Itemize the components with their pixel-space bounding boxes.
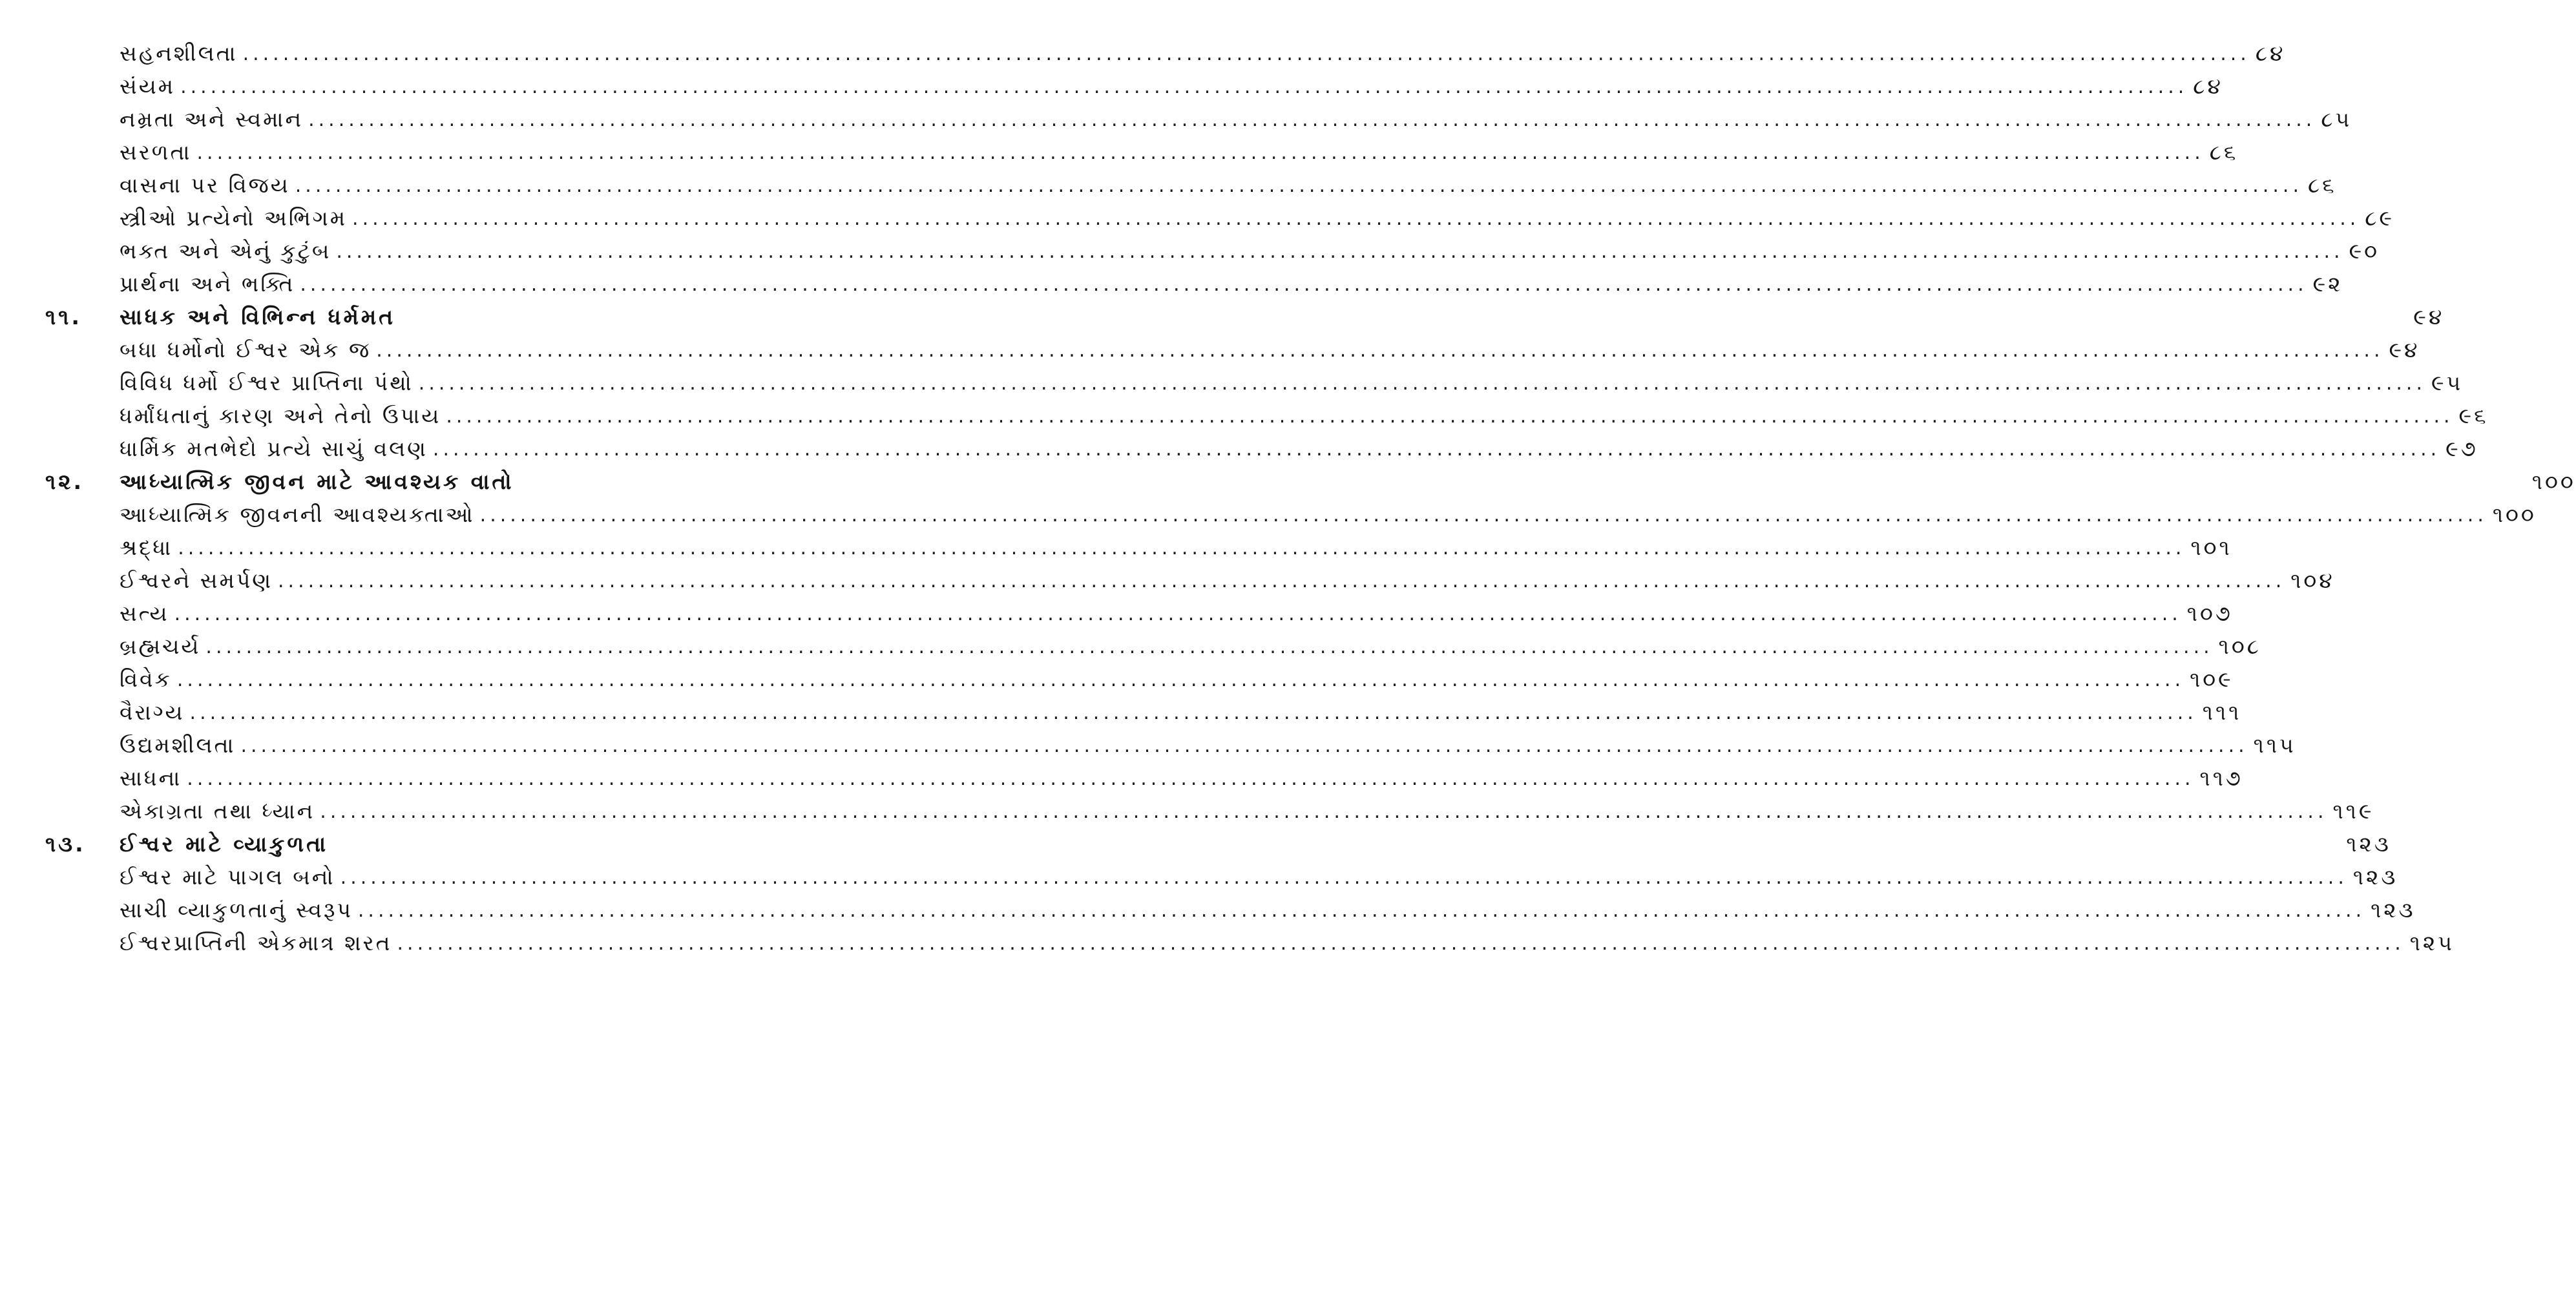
page-number: ૯૪ (2389, 337, 2420, 362)
entry-title: સરળતા (120, 140, 192, 165)
entry-title: આધ્યાત્મિક જીવનની આવશ્યક્તાઓ (120, 502, 475, 527)
dot-leader (333, 833, 2341, 856)
dot-leader: ........................................................................................................................................................................................................ (300, 273, 2308, 296)
dot-leader: ........................................................................................................................................................................................................ (336, 240, 2344, 263)
dot-leader: ........................................................................................................................................................................................................ (242, 42, 2250, 65)
page-number: ૧૨૫ (2409, 930, 2455, 955)
entry-title: સહનશીલતા (120, 41, 238, 66)
page-number: ૮૬ (2308, 172, 2337, 198)
dot-leader: ........................................................................................................................................................................................................ (240, 734, 2248, 757)
page-number: ૯૭ (2445, 436, 2478, 461)
page-number: ૧૦૯ (2190, 667, 2234, 692)
chapter-title: આધ્યાત્મિક જીવન માટે આવશ્યક વાતો (120, 469, 514, 494)
dot-leader: ........................................................................................................................................................................................................ (340, 866, 2348, 889)
page-number: ૧૦૭ (2186, 601, 2233, 626)
page-number: ૧૧૯ (2332, 798, 2374, 824)
page-number: ૧૦૪ (2290, 568, 2335, 593)
entry-title: વૈરાગ્ય (120, 700, 185, 725)
dot-leader: ........................................................................................................................................................................................................ (352, 207, 2360, 230)
entry-title: ઈશ્વરને સમર્પણ (120, 568, 273, 593)
page-number: ૧૦૦ (2531, 469, 2576, 494)
entry-title: વાસના પર વિજય (120, 172, 290, 198)
dot-leader: ........................................................................................................................................................................................................ (205, 635, 2214, 658)
entry-title: ઉદ્યમશીલતા (120, 733, 236, 758)
dot-leader: ........................................................................................................................................................................................................ (397, 932, 2405, 955)
page-number: ૧૦૧ (2190, 535, 2232, 560)
page-number: ૧૦૮ (2218, 634, 2261, 659)
page-number: ૯૦ (2349, 238, 2380, 264)
page-number: ૧૧૧ (2202, 700, 2242, 725)
chapter-number: ૧૧. (45, 304, 82, 329)
entry-title: પ્રાર્થના અને ભક્તિ (120, 271, 295, 297)
chapter-title: ઈશ્વર માટે વ્યાકુળતા (120, 831, 329, 857)
page-number: ૧૨૩ (2352, 864, 2398, 890)
page-number: ૧૦૦ (2492, 502, 2537, 527)
entry-title: ધર્માંધતાનું કારણ અને તેનો ઉપાય (120, 403, 441, 428)
page-number: ૧૧૫ (2253, 733, 2296, 758)
entry-title: નમ્રતા અને સ્વમાન (120, 107, 304, 132)
dot-leader: ........................................................................................................................................................................................................ (446, 404, 2454, 428)
page-number: ૮૪ (2255, 41, 2286, 66)
entry-title: ઈશ્વરપ્રાપ્તિની એકમાત્ર શરત (120, 930, 392, 955)
dot-leader: ........................................................................................................................................................................................................ (376, 339, 2384, 362)
entry-title: શ્રદ્ધા (120, 535, 173, 560)
entry-title: બ્રહ્મચર્ય (120, 634, 201, 659)
entry-title: બધા ધર્મોનો ઈશ્વર એક જ (120, 337, 372, 362)
entry-title: વિવિધ ધર્મો ઈશ્વર પ્રાપ્તિના પંથો (120, 370, 414, 395)
page-number: ૮૬ (2209, 140, 2239, 165)
dot-leader: ........................................................................................................................................................................................................ (308, 108, 2316, 131)
page-number: ૮૪ (2193, 74, 2223, 99)
page-number: ૯૨ (2312, 271, 2343, 297)
entry-title: સાચી વ્યાકુળતાનું સ્વરૂપ (120, 897, 353, 922)
dot-leader (401, 306, 2408, 329)
dot-leader: ........................................................................................................................................................................................................ (418, 371, 2427, 395)
page-number: ૮૫ (2321, 107, 2352, 132)
dot-leader: ........................................................................................................................................................................................................ (278, 569, 2286, 592)
page-number: ૯૪ (2413, 304, 2445, 329)
entry-title: ભક્ત અને એનું કુટુંબ (120, 238, 331, 264)
chapter-number: ૧૨. (45, 469, 85, 494)
page-number: ૧૨૩ (2346, 831, 2391, 857)
dot-leader: ........................................................................................................................................................................................................ (174, 602, 2182, 625)
page-number: ૮૯ (2365, 205, 2394, 231)
dot-leader: ........................................................................................................................................................................................................ (180, 75, 2188, 98)
entry-title: સાધના (120, 766, 182, 791)
dot-leader: ........................................................................................................................................................................................................ (187, 767, 2195, 790)
page-number: ૯૫ (2431, 370, 2464, 395)
entry-title: સંયમ (120, 74, 176, 99)
entry-title: ઈશ્વર માટે પાગલ બનો (120, 864, 335, 890)
toc-entry-row (0, 922, 2455, 964)
dot-leader: ........................................................................................................................................................................................................ (189, 701, 2197, 724)
dot-leader: ........................................................................................................................................................................................................ (178, 536, 2186, 559)
dot-leader: ........................................................................................................................................................................................................ (479, 503, 2487, 526)
page-number: ૧૧૭ (2199, 766, 2243, 791)
dot-leader: ........................................................................................................................................................................................................ (432, 437, 2441, 461)
dot-leader: ........................................................................................................................................................................................................ (295, 174, 2303, 197)
entry-title: એકાગ્રતા તથા ધ્યાન (120, 798, 315, 824)
entry-title: વિવેક (120, 667, 172, 692)
entry-title: સ્ત્રીઓ પ્રત્યેનો અભિગમ (120, 205, 348, 231)
chapter-title: સાધક અને વિભિન્ન ધર્મમત (120, 304, 396, 329)
page-number: ૯૬ (2458, 403, 2489, 428)
dot-leader: ........................................................................................................................................................................................................ (196, 141, 2204, 164)
dot-leader (519, 471, 2527, 494)
page-number: ૧૨૩ (2371, 897, 2416, 922)
entry-title: સત્ય (120, 601, 169, 626)
dot-leader: ........................................................................................................................................................................................................ (176, 668, 2185, 691)
chapter-number: ૧૩. (45, 831, 86, 857)
dot-leader: ........................................................................................................................................................................................................ (320, 800, 2328, 823)
entry-title: ધાર્મિક મતભેદો પ્રત્યે સાચું વલણ (120, 436, 428, 461)
dot-leader: ........................................................................................................................................................................................................ (357, 899, 2366, 922)
